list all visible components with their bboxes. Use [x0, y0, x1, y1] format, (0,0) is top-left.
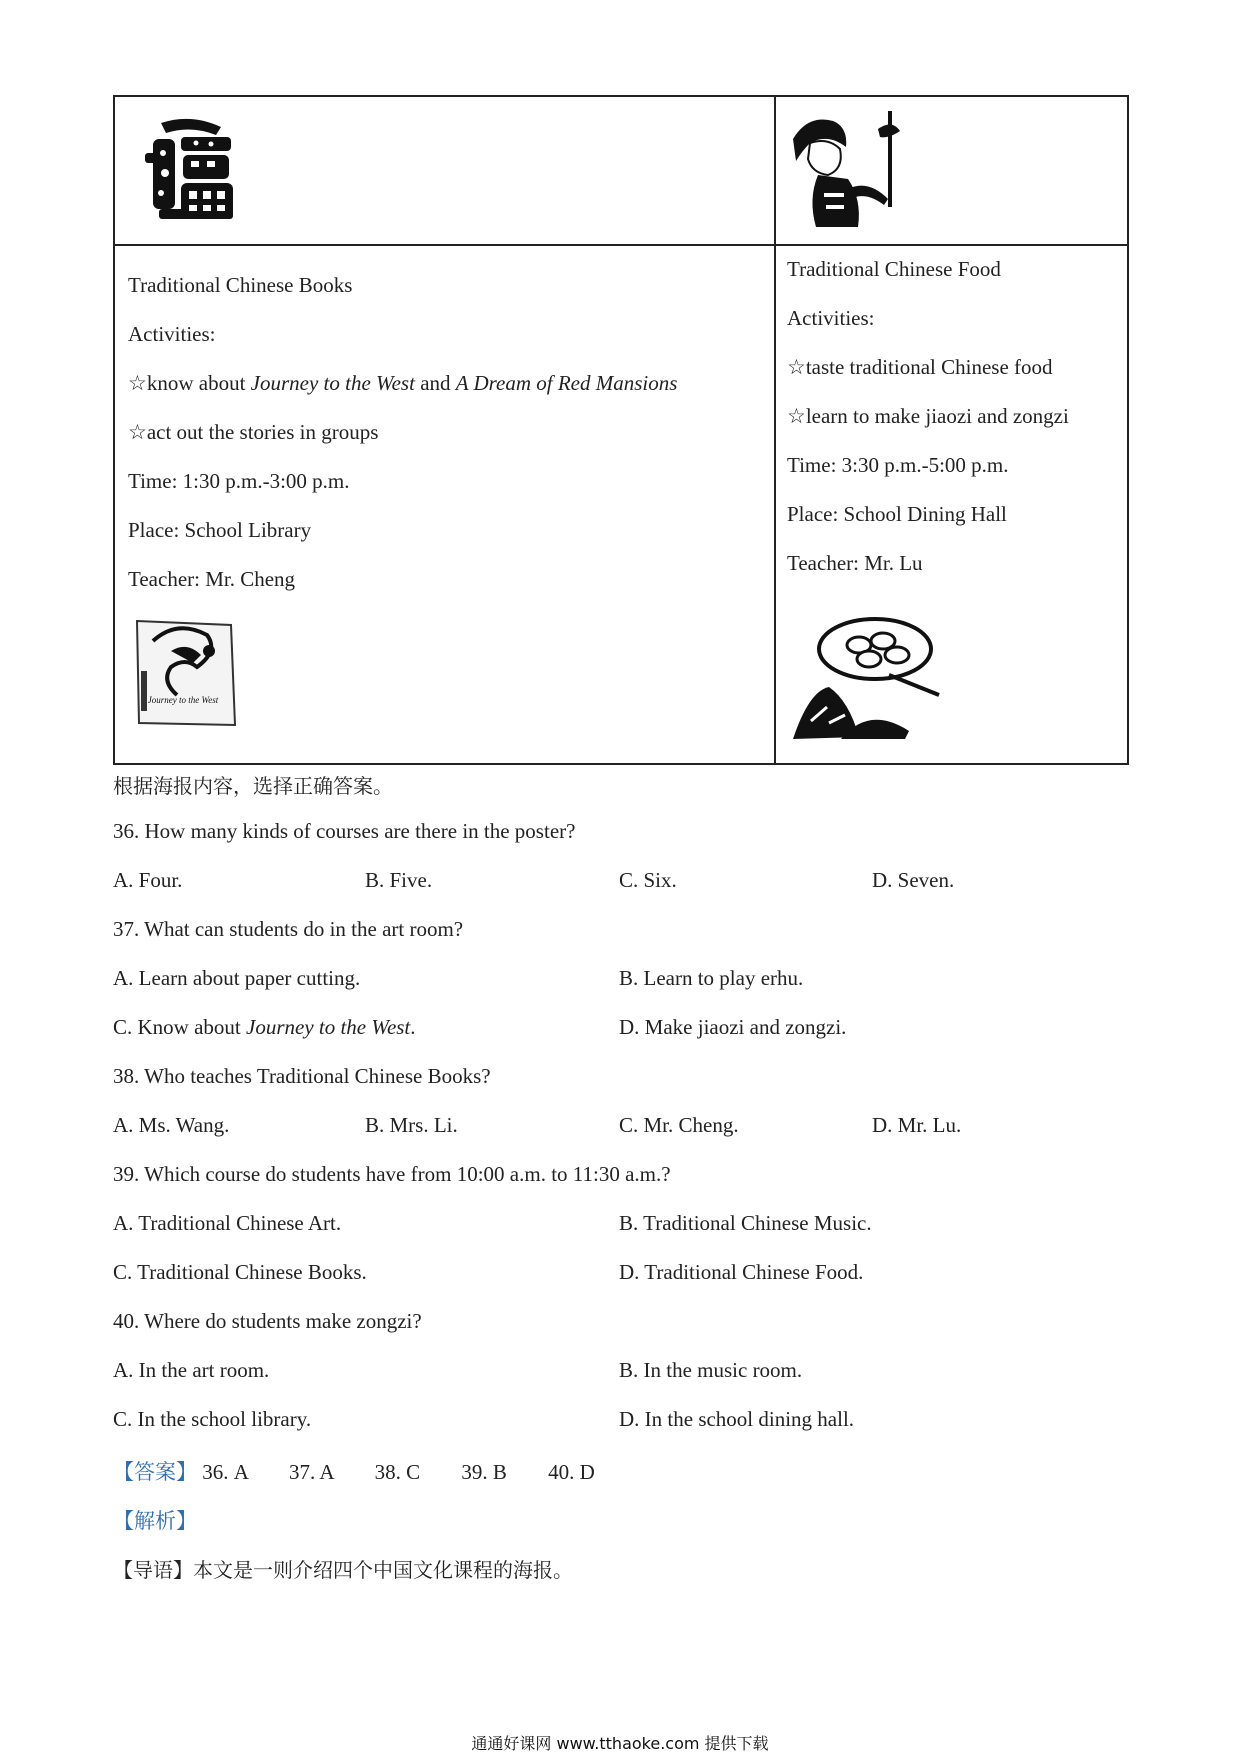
guide-text: 本文是一则介绍四个中国文化课程的海报。: [193, 1558, 573, 1582]
q40-option-b: B. In the music room.: [619, 1358, 803, 1382]
books-activities-label: Activities:: [128, 322, 216, 346]
answer-tag: 【答案】: [113, 1460, 197, 1484]
food-activities-label: Activities:: [787, 306, 875, 330]
analysis-tag: 【解析】: [113, 1509, 197, 1533]
q39-option-c: C. Traditional Chinese Books.: [113, 1260, 367, 1284]
food-course-cell: [787, 245, 1117, 588]
q38-option-a: A. Ms. Wang.: [113, 1113, 230, 1137]
food-place: Place: School Dining Hall: [787, 502, 1007, 526]
q36-option-c: C. Six.: [619, 868, 677, 892]
question-38-stem: 38. Who teaches Traditional Chinese Books?: [113, 1064, 491, 1088]
q37-option-d: D. Make jiaozi and zongzi.: [619, 1015, 847, 1039]
food-title: Traditional Chinese Food: [787, 257, 1001, 281]
q40-option-a: A. In the art room.: [113, 1358, 270, 1382]
question-39-stem: 39. Which course do students have from 10:00 a.m. to 11:30 a.m.?: [113, 1162, 671, 1186]
books-title: Traditional Chinese Books: [128, 273, 353, 297]
books-teacher: Teacher: Mr. Cheng: [128, 567, 296, 591]
q37-option-b: B. Learn to play erhu.: [619, 966, 804, 990]
q39-option-a: A. Traditional Chinese Art.: [113, 1211, 342, 1235]
food-time: Time: 3:30 p.m.-5:00 p.m.: [787, 453, 1009, 477]
book-title-dream: A Dream of Red Mansions: [455, 371, 678, 395]
books-activity-1-and: and: [414, 371, 456, 395]
guide-tag: 【导语】: [113, 1558, 193, 1582]
q37-option-c: [113, 1015, 416, 1040]
books-place: Place: School Library: [128, 518, 312, 542]
books-activity-2: ☆act out the stories in groups: [128, 420, 379, 444]
q39-option-b: B. Traditional Chinese Music.: [619, 1211, 872, 1235]
q38-option-d: D. Mr. Lu.: [872, 1113, 962, 1137]
books-time: Time: 1:30 p.m.-3:00 p.m.: [128, 469, 350, 493]
q37-option-c-suffix: .: [410, 1015, 416, 1039]
question-40-stem: 40. Where do students make zongzi?: [113, 1309, 422, 1333]
q40-option-d: D. In the school dining hall.: [619, 1407, 855, 1431]
q39-option-d: D. Traditional Chinese Food.: [619, 1260, 864, 1284]
q37-option-a: A. Learn about paper cutting.: [113, 966, 361, 990]
poster-table: [113, 95, 1129, 765]
q37-option-c-italic: Journey to the West: [246, 1015, 411, 1039]
q36-option-b: B. Five.: [365, 868, 433, 892]
books-activity-1-prefix: ☆know about: [128, 371, 251, 395]
jiaozi-zongzi-image: [789, 611, 943, 745]
book-cover-image: [127, 611, 239, 729]
guide-line: [113, 1554, 573, 1583]
question-37-stem: 37. What can students do in the art room?: [113, 917, 464, 941]
q40-option-c: C. In the school library.: [113, 1407, 312, 1431]
page-footer: 通通好课网 www.tthaoke.com 提供下载: [471, 1734, 769, 1753]
books-activity-1: [128, 359, 768, 408]
q38-option-b: B. Mrs. Li.: [365, 1113, 458, 1137]
fu-character-image: [141, 113, 241, 229]
answer-line: [113, 1456, 595, 1486]
girl-playing-erhu-image: [788, 109, 908, 231]
answer-item: 39. B: [461, 1460, 507, 1484]
book-cover-text: Journey to the West: [147, 695, 219, 705]
answer-item: 37. A: [289, 1460, 334, 1484]
instruction-text: 根据海报内容，选择正确答案。: [113, 774, 393, 798]
question-36-stem: 36. How many kinds of courses are there in the poster?: [113, 819, 576, 843]
table-divider-vertical: [774, 97, 776, 763]
food-activity-2: ☆learn to make jiaozi and zongzi: [787, 404, 1069, 428]
books-course-cell: [128, 261, 768, 604]
answer-item: 36. A: [202, 1460, 248, 1484]
answer-item: 40. D: [548, 1460, 595, 1484]
food-activity-1: ☆taste traditional Chinese food: [787, 355, 1053, 379]
food-teacher: Teacher: Mr. Lu: [787, 551, 923, 575]
answer-item: 38. C: [374, 1460, 421, 1484]
q36-option-d: D. Seven.: [872, 868, 955, 892]
book-title-journey: Journey to the West: [250, 371, 415, 395]
q38-option-c: C. Mr. Cheng.: [619, 1113, 739, 1137]
q37-option-c-prefix: C. Know about: [113, 1015, 246, 1039]
q36-option-a: A. Four.: [113, 868, 183, 892]
